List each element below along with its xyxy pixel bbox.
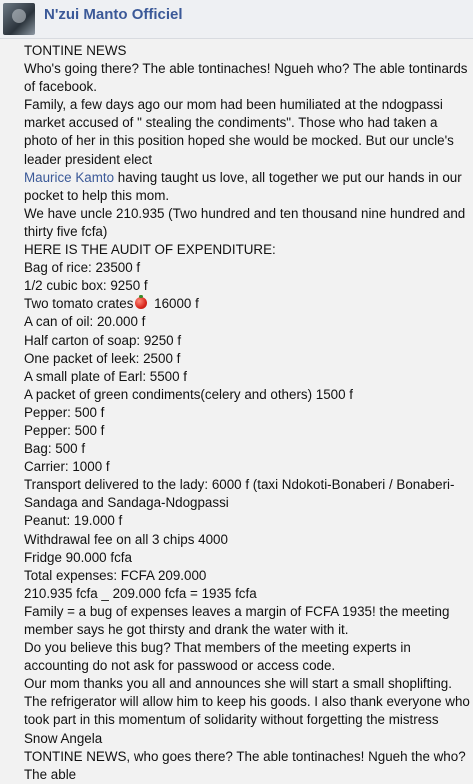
tomato-emoji-icon	[135, 297, 147, 309]
post-line: Family = a bug of expenses leaves a margin of FCFA 1935! the meeting member says he got thirsty and drank the water with it.	[24, 603, 450, 637]
expense-item: A small plate of Earl: 5500 f	[24, 368, 188, 384]
expense-item: Half carton of soap: 9250 f	[24, 332, 182, 348]
expense-item: A packet of green condiments(celery and others) 1500 f	[24, 386, 354, 402]
expense-balance: 210.935 fcfa _ 209.000 fcfa = 1935 fcfa	[24, 585, 257, 601]
expense-item: Bag: 500 f	[24, 441, 86, 457]
post-header	[0, 0, 473, 39]
expense-item: Bag of rice: 23500 f	[24, 260, 141, 276]
expense-item: Carrier: 1000 f	[24, 459, 110, 475]
expense-item: 1/2 cubic box: 9250 f	[24, 278, 148, 294]
post-line: TONTINE NEWS	[24, 43, 127, 58]
expense-total: Total expenses: FCFA 209.000	[24, 567, 207, 583]
expense-item: One packet of leek: 2500 f	[24, 350, 181, 366]
expense-label: Two tomato crates	[24, 296, 134, 312]
post-line: HERE IS THE AUDIT OF EXPENDITURE:	[24, 242, 276, 258]
post-line: Who's going there? The able tontinaches! Ngueh who? The able tontinards of facebook.	[24, 61, 468, 95]
expense-item: Fridge 90.000 fcfa	[24, 549, 132, 565]
expense-item: Pepper: 500 f	[24, 422, 105, 438]
expense-item	[24, 295, 471, 313]
post-paragraph	[24, 96, 471, 205]
expense-item: Pepper: 500 f	[24, 404, 105, 420]
page-avatar[interactable]	[3, 3, 35, 35]
page-name-link[interactable]: N'zui Manto Officiel	[44, 6, 183, 23]
expense-amount: 16000 f	[150, 296, 199, 312]
expense-item: Withdrawal fee on all 3 chips 4000	[24, 531, 228, 547]
mention-link[interactable]: Maurice Kamto	[24, 169, 115, 185]
expense-item: Transport delivered to the lady: 6000 f (taxi Ndokoti-Bonaberi / Bonaberi-Sandaga and Sandaga-Ndogpassi	[24, 477, 455, 511]
post-line: We have uncle 210.935 (Two hundred and ten thousand nine hundred and thirty five fcfa)	[24, 205, 466, 239]
expense-item: A can of oil: 20.000 f	[24, 314, 146, 330]
post-line: TONTINE NEWS, who goes there? The able tontinaches! Ngueh the who? The able	[24, 748, 466, 782]
post-text: having taught us love, all together we put our hands in our pocket to help this mom.	[24, 169, 462, 203]
expense-item: Peanut: 19.000 f	[24, 513, 123, 529]
post-line: Do you believe this bug? That members of the meeting experts in accounting do not ask for passwood or access code.	[24, 640, 411, 674]
post-line: Our mom thanks you all and announces she will start a small shoplifting. The refrigerator will allow him to keep his goods. I also thank everyone who took part in this momentum of solidarity without forgetting the mistress Snow Angela	[24, 676, 470, 746]
post-body	[0, 39, 473, 784]
post-text: Family, a few days ago our mom had been humiliated at the ndogpassi market accused of " stealing the condiments". Those who had taken a photo of her in this position hoped she would be mocked. But our uncle's leader president elect	[24, 97, 454, 167]
